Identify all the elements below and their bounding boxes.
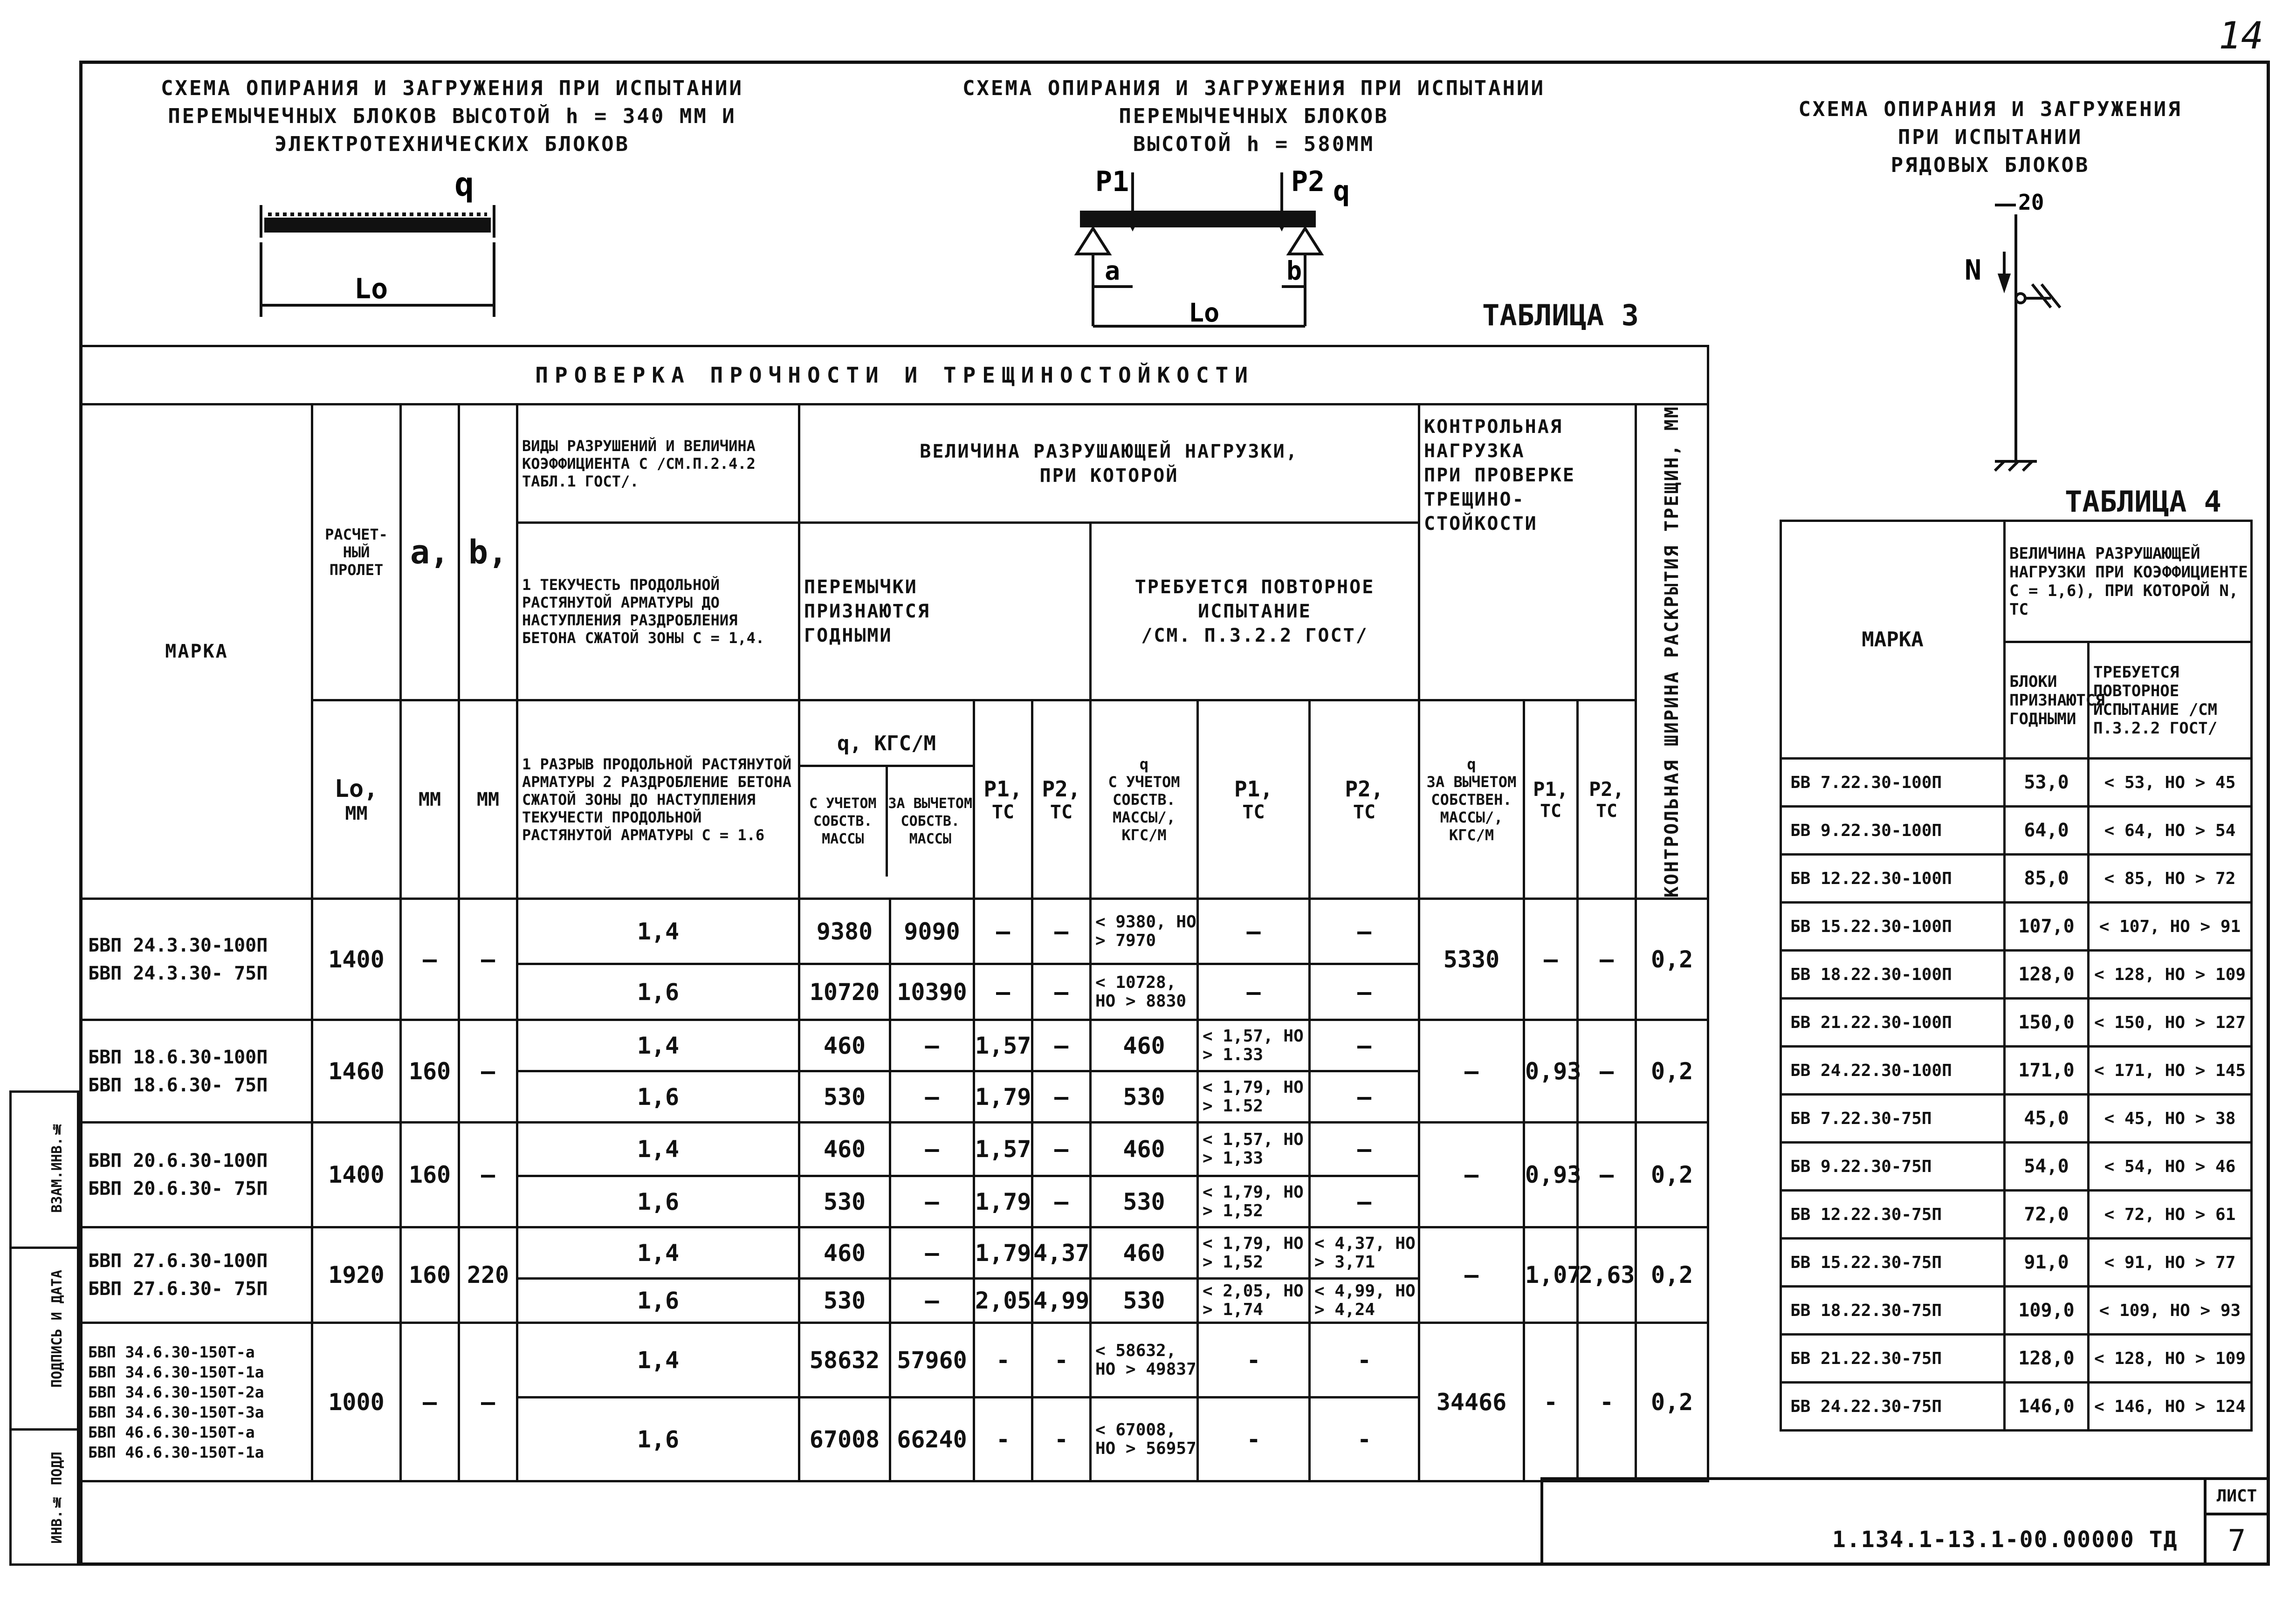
diagram-label: a <box>1105 256 1121 286</box>
marka-cell <box>82 899 312 1020</box>
retest-p1: < 1,57, НО > 1.33 <box>1198 1020 1310 1071</box>
diagram-label: N <box>1965 254 1982 287</box>
retest-p1: < 1,57, НО > 1,33 <box>1198 1123 1310 1176</box>
failure-type-1: 1 ТЕКУЧЕСТЬ ПРОДОЛЬНОЙ РАСТЯНУТОЙ АРМАТУРЫ ДО НАСТУПЛЕНИЯ РАЗДРОБЛЕНИЯ БЕТОНА СЖАТОЙ ЗОНЫ C = 1,4. <box>517 523 799 700</box>
table-row <box>1781 855 2252 903</box>
b-value: — <box>459 1323 517 1481</box>
control-q-header: q ЗА ВЫЧЕТОМ СОБСТВЕН. МАССЫ/, КГС/М <box>1419 700 1524 899</box>
q-with-mass: 530 <box>799 1279 890 1323</box>
q-without-mass: — <box>890 1176 974 1227</box>
retest-q: < 58632, НО > 49837 <box>1091 1323 1198 1398</box>
span-value: 1460 <box>312 1020 401 1123</box>
b-value: — <box>459 1020 517 1123</box>
t4-accepted: 150,0 <box>2005 999 2089 1047</box>
stamp-replace-inv: ВЗАМ.ИНВ.№ <box>49 1121 65 1213</box>
t4-accepted: 91,0 <box>2005 1239 2089 1287</box>
marka-line: БВП 18.6.30- 75П <box>88 1074 268 1096</box>
control-q: — <box>1419 1020 1524 1123</box>
t4-retest: < 72, НО > 61 <box>2089 1191 2252 1239</box>
q-without-mass: 10390 <box>890 964 974 1020</box>
t4-marka: БВ 7.22.30-100П <box>1781 759 2005 807</box>
p2-value: 4,37 <box>1032 1227 1091 1279</box>
retest-q: 530 <box>1091 1071 1198 1123</box>
t4-accepted: 109,0 <box>2005 1287 2089 1335</box>
col-header-b: b, <box>459 404 517 700</box>
t4-retest: < 128, НО > 109 <box>2089 1335 2252 1383</box>
t4-accepted: 107,0 <box>2005 903 2089 951</box>
q-without-mass: — <box>890 1071 974 1123</box>
table-row <box>1781 1191 2252 1239</box>
coef-value: 1,4 <box>517 899 799 964</box>
q-with-mass: 460 <box>799 1227 890 1279</box>
col-header-accepted: ПЕРЕМЫЧКИ ПРИЗНАЮТСЯ ГОДНЫМИ <box>799 523 1091 700</box>
p2-value: 4,99 <box>1032 1279 1091 1323</box>
p2-value: — <box>1032 964 1091 1020</box>
table-row <box>82 899 1708 964</box>
a-value: — <box>401 1323 459 1481</box>
control-p1-header: P1, ТС <box>1524 700 1578 899</box>
p1-value: — <box>974 899 1032 964</box>
p2-value: — <box>1032 1071 1091 1123</box>
table-4 <box>1780 520 2253 1432</box>
retest-p1: — <box>1198 899 1310 964</box>
retest-p2: — <box>1310 1123 1419 1176</box>
coef-value: 1,4 <box>517 1123 799 1176</box>
table-row <box>82 1227 1708 1279</box>
marka-cell <box>82 1323 312 1481</box>
coef-value: 1,6 <box>517 1279 799 1323</box>
col-header-marka: МАРКА <box>82 404 312 899</box>
col-header-failure-types: ВИДЫ РАЗРУШЕНИЙ И ВЕЛИЧИНА КОЭФФИЦИЕНТА C /СМ.П.2.4.2 ТАБЛ.1 ГОСТ/. <box>517 404 799 523</box>
p2-value: — <box>1032 1123 1091 1176</box>
col-header-a: a, <box>401 404 459 700</box>
t4-accepted: 128,0 <box>2005 951 2089 999</box>
q-with-mass: 58632 <box>799 1323 890 1398</box>
control-q: 5330 <box>1419 899 1524 1020</box>
control-p2: — <box>1578 1123 1636 1227</box>
q-with-mass: 67008 <box>799 1398 890 1481</box>
control-p1: 0,93 <box>1524 1020 1578 1123</box>
retest-p2: - <box>1310 1323 1419 1398</box>
retest-p1: - <box>1198 1323 1310 1398</box>
t4-accepted: 45,0 <box>2005 1095 2089 1143</box>
control-p1: 1,07 <box>1524 1227 1578 1323</box>
table-row <box>1781 1239 2252 1287</box>
t4-retest: < 107, НО > 91 <box>2089 903 2252 951</box>
span-value: 1400 <box>312 1123 401 1227</box>
diagram-label: 20 <box>2018 190 2044 215</box>
marka-line: БВП 46.6.30-150Т-а <box>88 1423 255 1441</box>
col-header-retest: ТРЕБУЕТСЯ ПОВТОРНОЕ ИСПЫТАНИЕ /СМ. П.3.2.2 ГОСТ/ <box>1091 523 1419 700</box>
t4-accepted: 72,0 <box>2005 1191 2089 1239</box>
diagram-label: Lo <box>354 273 388 305</box>
diagram-label: P1 <box>1095 165 1129 198</box>
diagram-label: Lo <box>1189 298 1220 328</box>
coef-value: 1,4 <box>517 1227 799 1279</box>
marka-line: БВП 34.6.30-150Т-1а <box>88 1363 264 1381</box>
diagram-label: b <box>1286 256 1302 286</box>
t4-header-retest: ТРЕБУЕТСЯ ПОВТОРНОЕ ИСПЫТАНИЕ /СМ П.3.2.2 ГОСТ/ <box>2089 642 2252 759</box>
q-with-mass: 460 <box>799 1123 890 1176</box>
table3-body <box>82 899 1708 1481</box>
q-without-mass: — <box>890 1227 974 1279</box>
crack-header-text: КОНТРОЛЬНАЯ ШИРИНА РАСКРЫТИЯ ТРЕЩИН, ММ <box>1661 405 1683 898</box>
table-row <box>1781 951 2252 999</box>
retest-p1: < 2,05, НО > 1,74 <box>1198 1279 1310 1323</box>
coef-value: 1,6 <box>517 1176 799 1227</box>
retest-p2: — <box>1310 964 1419 1020</box>
sheet-cell <box>2204 1480 2267 1563</box>
t4-marka: БВ 21.22.30-100П <box>1781 999 2005 1047</box>
marka-cell <box>82 1227 312 1323</box>
t4-header-load: ВЕЛИЧИНА РАЗРУШАЮЩЕЙ НАГРУЗКИ ПРИ КОЭФФИЦИЕНТЕ C = 1,6), ПРИ КОТОРОЙ N, ТС <box>2005 521 2252 642</box>
t4-retest: < 85, НО > 72 <box>2089 855 2252 903</box>
table-row <box>82 1123 1708 1176</box>
a-value: 160 <box>401 1123 459 1227</box>
retest-p2: — <box>1310 899 1419 964</box>
coef-value: 1,6 <box>517 1071 799 1123</box>
t4-marka: БВ 9.22.30-100П <box>1781 807 2005 855</box>
t4-header-accepted: БЛОКИ ПРИЗНАЮТСЯ ГОДНЫМИ <box>2005 642 2089 759</box>
table-row <box>1781 1095 2252 1143</box>
coef-value: 1,6 <box>517 964 799 1020</box>
p1-value: 1,79 <box>974 1071 1032 1123</box>
table-3 <box>80 345 1709 1482</box>
retest-p1: < 1,79, НО > 1.52 <box>1198 1071 1310 1123</box>
t4-retest: < 146, НО > 124 <box>2089 1383 2252 1431</box>
document-code: 1.134.1-13.1-00.00000 ТД <box>1832 1527 2178 1553</box>
table4-body <box>1781 759 2252 1431</box>
coef-value: 1,6 <box>517 1398 799 1481</box>
t4-accepted: 146,0 <box>2005 1383 2089 1431</box>
retest-p2-header: P2, ТС <box>1310 700 1419 899</box>
failure-type-2: 1 РАЗРЫВ ПРОДОЛЬНОЙ РАСТЯНУТОЙ АРМАТУРЫ 2 РАЗДРОБЛЕНИЕ БЕТОНА СЖАТОЙ ЗОНЫ ДО НАСТУПЛЕНИЯ ТЕКУЧЕСТИ ПРОДОЛЬНОЙ РАСТЯНУТОЙ АРМАТУРЫ C = 1.6 <box>517 700 799 899</box>
diagram-label: q <box>454 165 474 204</box>
retest-q: 530 <box>1091 1176 1198 1227</box>
t4-accepted: 171,0 <box>2005 1047 2089 1095</box>
span-value: 1920 <box>312 1227 401 1323</box>
crack-width: 0,2 <box>1636 1227 1708 1323</box>
q-with-mass: 9380 <box>799 899 890 964</box>
retest-p2: — <box>1310 1071 1419 1123</box>
retest-q: < 10728, НО > 8830 <box>1091 964 1198 1020</box>
q-with-mass: 530 <box>799 1176 890 1227</box>
t4-marka: БВ 12.22.30-100П <box>1781 855 2005 903</box>
col-header-span: РАСЧЕТ- НЫЙ ПРОЛЕТ <box>312 404 401 700</box>
control-p1: — <box>1524 899 1578 1020</box>
stamp-signature-date: ПОДПИСЬ И ДАТА <box>49 1270 65 1388</box>
page-number: 14 <box>2219 14 2264 57</box>
table-row <box>1781 1287 2252 1335</box>
b-value: 220 <box>459 1227 517 1323</box>
marka-line: БВП 18.6.30-100П <box>88 1046 268 1068</box>
crack-width: 0,2 <box>1636 1020 1708 1123</box>
table-row <box>1781 759 2252 807</box>
t4-marka: БВ 9.22.30-75П <box>1781 1143 2005 1191</box>
p1-header: P1, ТС <box>974 700 1032 899</box>
col-header-control: КОНТРОЛЬНАЯ НАГРУЗКА ПРИ ПРОВЕРКЕ ТРЕЩИНО-СТОЙКОСТИ <box>1419 404 1636 700</box>
t4-retest: < 91, НО > 77 <box>2089 1239 2252 1287</box>
retest-p1: — <box>1198 964 1310 1020</box>
scheme-right <box>1995 205 2060 471</box>
retest-q-header: q С УЧЕТОМ СОБСТВ. МАССЫ/, КГС/М <box>1091 700 1198 899</box>
t4-accepted: 64,0 <box>2005 807 2089 855</box>
p1-value: 1,57 <box>974 1020 1032 1071</box>
t4-marka: БВ 12.22.30-75П <box>1781 1191 2005 1239</box>
retest-q: 460 <box>1091 1227 1198 1279</box>
table-row <box>1781 1383 2252 1431</box>
marka-line: БВП 20.6.30-100П <box>88 1150 268 1172</box>
retest-q: 530 <box>1091 1279 1198 1323</box>
retest-p2: < 4,99, НО > 4,24 <box>1310 1279 1419 1323</box>
p2-value: - <box>1032 1323 1091 1398</box>
side-stamp <box>9 1090 79 1566</box>
table-row <box>1781 903 2252 951</box>
marka-line: БВП 27.6.30-100П <box>88 1250 268 1272</box>
a-units: ММ <box>401 700 459 899</box>
t4-accepted: 53,0 <box>2005 759 2089 807</box>
p1-value: 1,57 <box>974 1123 1032 1176</box>
q-with-mass: 530 <box>799 1071 890 1123</box>
retest-q: 460 <box>1091 1123 1198 1176</box>
retest-p2: — <box>1310 1176 1419 1227</box>
retest-p2: — <box>1310 1020 1419 1071</box>
retest-q: < 9380, НО > 7970 <box>1091 899 1198 964</box>
crack-width: 0,2 <box>1636 899 1708 1020</box>
p2-value: - <box>1032 1398 1091 1481</box>
table-row <box>1781 1335 2252 1383</box>
q-without-mass: 66240 <box>890 1398 974 1481</box>
t4-retest: < 54, НО > 46 <box>2089 1143 2252 1191</box>
a-value: 160 <box>401 1020 459 1123</box>
marka-line: БВП 24.3.30-100П <box>88 934 268 956</box>
p1-value: — <box>974 964 1032 1020</box>
retest-p1: < 1,79, НО > 1,52 <box>1198 1227 1310 1279</box>
marka-line: БВП 34.6.30-150Т-а <box>88 1343 255 1361</box>
t4-retest: < 171, НО > 145 <box>2089 1047 2252 1095</box>
crack-width: 0,2 <box>1636 1123 1708 1227</box>
p1-value: - <box>974 1323 1032 1398</box>
coef-value: 1,4 <box>517 1323 799 1398</box>
table-row <box>1781 999 2252 1047</box>
p1-value: 1,79 <box>974 1227 1032 1279</box>
marka-line: БВП 27.6.30- 75П <box>88 1278 268 1300</box>
marka-cell <box>82 1020 312 1123</box>
p1-value: - <box>974 1398 1032 1481</box>
t4-header-marka: МАРКА <box>1781 521 2005 759</box>
control-p2: - <box>1578 1323 1636 1481</box>
q-without-mass: — <box>890 1020 974 1071</box>
diagram-label: q <box>1333 175 1350 207</box>
control-p2: — <box>1578 899 1636 1020</box>
retest-q: < 67008, НО > 56957 <box>1091 1398 1198 1481</box>
header-right: СХЕМА ОПИРАНИЯ И ЗАГРУЖЕНИЯ ПРИ ИСПЫТАНИИ РЯДОВЫХ БЛОКОВ <box>1798 97 2182 177</box>
table3-caption: ПРОВЕРКА ПРОЧНОСТИ И ТРЕЩИНОСТОЙКОСТИ <box>82 346 1708 404</box>
p2-header: P2, ТС <box>1032 700 1091 899</box>
t4-accepted: 54,0 <box>2005 1143 2089 1191</box>
b-value: — <box>459 1123 517 1227</box>
marka-line: БВП 34.6.30-150Т-3а <box>88 1403 264 1421</box>
control-p2: 2,63 <box>1578 1227 1636 1323</box>
control-q: — <box>1419 1227 1524 1323</box>
q-without-mass: 9090 <box>890 899 974 964</box>
control-p1: 0,93 <box>1524 1123 1578 1227</box>
span-value: 1400 <box>312 899 401 1020</box>
t4-accepted: 128,0 <box>2005 1335 2089 1383</box>
retest-p1: - <box>1198 1398 1310 1481</box>
retest-p2: - <box>1310 1398 1419 1481</box>
t4-marka: БВ 7.22.30-75П <box>1781 1095 2005 1143</box>
coef-value: 1,4 <box>517 1020 799 1071</box>
retest-p1-header: P1, ТС <box>1198 700 1310 899</box>
stamp-orig-inv: ИНВ.№ ПОДЛ <box>49 1452 65 1544</box>
col-header-crack <box>1636 404 1708 899</box>
p2-value: — <box>1032 1176 1091 1227</box>
marka-line: БВП 34.6.30-150Т-2а <box>88 1383 264 1401</box>
sheet-number: 7 <box>2227 1524 2246 1558</box>
diagram-label: P2 <box>1291 165 1325 198</box>
q-without-mass: — <box>890 1123 974 1176</box>
table-row <box>82 1323 1708 1398</box>
table4-label: ТАБЛИЦА 4 <box>2065 485 2221 519</box>
t4-marka: БВ 18.22.30-100П <box>1781 951 2005 999</box>
retest-q: 460 <box>1091 1020 1198 1071</box>
table-row <box>1781 1047 2252 1095</box>
marka-line: БВП 24.3.30- 75П <box>88 962 268 984</box>
retest-p2: < 4,37, НО > 3,71 <box>1310 1227 1419 1279</box>
span-value: 1000 <box>312 1323 401 1481</box>
marka-line: БВП 20.6.30- 75П <box>88 1178 268 1200</box>
q-without-mass: — <box>890 1279 974 1323</box>
t4-retest: < 150, НО > 127 <box>2089 999 2252 1047</box>
t4-marka: БВ 24.22.30-75П <box>1781 1383 2005 1431</box>
t4-retest: < 53, НО > 45 <box>2089 759 2252 807</box>
title-block <box>1540 1477 2270 1566</box>
table-row <box>1781 1143 2252 1191</box>
a-value: 160 <box>401 1227 459 1323</box>
t4-marka: БВ 15.22.30-75П <box>1781 1239 2005 1287</box>
table-row <box>1781 807 2252 855</box>
header-middle: СХЕМА ОПИРАНИЯ И ЗАГРУЖЕНИЯ ПРИ ИСПЫТАНИИ ПЕРЕМЫЧЕЧНЫХ БЛОКОВ ВЫСОТОЙ h = 580ММ <box>962 76 1546 156</box>
crack-width: 0,2 <box>1636 1323 1708 1481</box>
q-header: q, КГС/М С УЧЕТОМ СОБСТВ. МАССЫ ЗА ВЫЧЕТОМ СОБСТВ. МАССЫ <box>799 700 974 899</box>
t4-retest: < 45, НО > 38 <box>2089 1095 2252 1143</box>
retest-p1: < 1,79, НО > 1,52 <box>1198 1176 1310 1227</box>
table3-label: ТАБЛИЦА 3 <box>1482 298 1639 332</box>
p1-value: 2,05 <box>974 1279 1032 1323</box>
control-p2-header: P2, ТС <box>1578 700 1636 899</box>
q-without-mass: 57960 <box>890 1323 974 1398</box>
col-header-load: ВЕЛИЧИНА РАЗРУШАЮЩЕЙ НАГРУЗКИ, ПРИ КОТОРОЙ <box>799 404 1419 523</box>
marka-line: БВП 46.6.30-150Т-1а <box>88 1443 264 1461</box>
t4-marka: БВ 24.22.30-100П <box>1781 1047 2005 1095</box>
b-value: — <box>459 899 517 1020</box>
p2-value: — <box>1032 1020 1091 1071</box>
control-p2: — <box>1578 1020 1636 1123</box>
span-units: Lo, ММ <box>312 700 401 899</box>
p2-value: — <box>1032 899 1091 964</box>
header-left: СХЕМА ОПИРАНИЯ И ЗАГРУЖЕНИЯ ПРИ ИСПЫТАНИИ ПЕРЕМЫЧЕЧНЫХ БЛОКОВ ВЫСОТОЙ h = 340 ММ И ЭЛЕКТРОТЕХНИЧЕСКИХ БЛОКОВ <box>160 76 744 156</box>
control-q: — <box>1419 1123 1524 1227</box>
t4-retest: < 128, НО > 109 <box>2089 951 2252 999</box>
sheet-label: ЛИСТ <box>2207 1480 2267 1515</box>
t4-retest: < 64, НО > 54 <box>2089 807 2252 855</box>
control-q: 34466 <box>1419 1323 1524 1481</box>
control-p1: - <box>1524 1323 1578 1481</box>
p1-value: 1,79 <box>974 1176 1032 1227</box>
marka-cell <box>82 1123 312 1227</box>
table-row <box>82 1020 1708 1071</box>
t4-marka: БВ 21.22.30-75П <box>1781 1335 2005 1383</box>
t4-retest: < 109, НО > 93 <box>2089 1287 2252 1335</box>
b-units: ММ <box>459 700 517 899</box>
a-value: — <box>401 899 459 1020</box>
t4-marka: БВ 15.22.30-100П <box>1781 903 2005 951</box>
q-with-mass: 460 <box>799 1020 890 1071</box>
q-with-mass: 10720 <box>799 964 890 1020</box>
t4-accepted: 85,0 <box>2005 855 2089 903</box>
t4-marka: БВ 18.22.30-75П <box>1781 1287 2005 1335</box>
